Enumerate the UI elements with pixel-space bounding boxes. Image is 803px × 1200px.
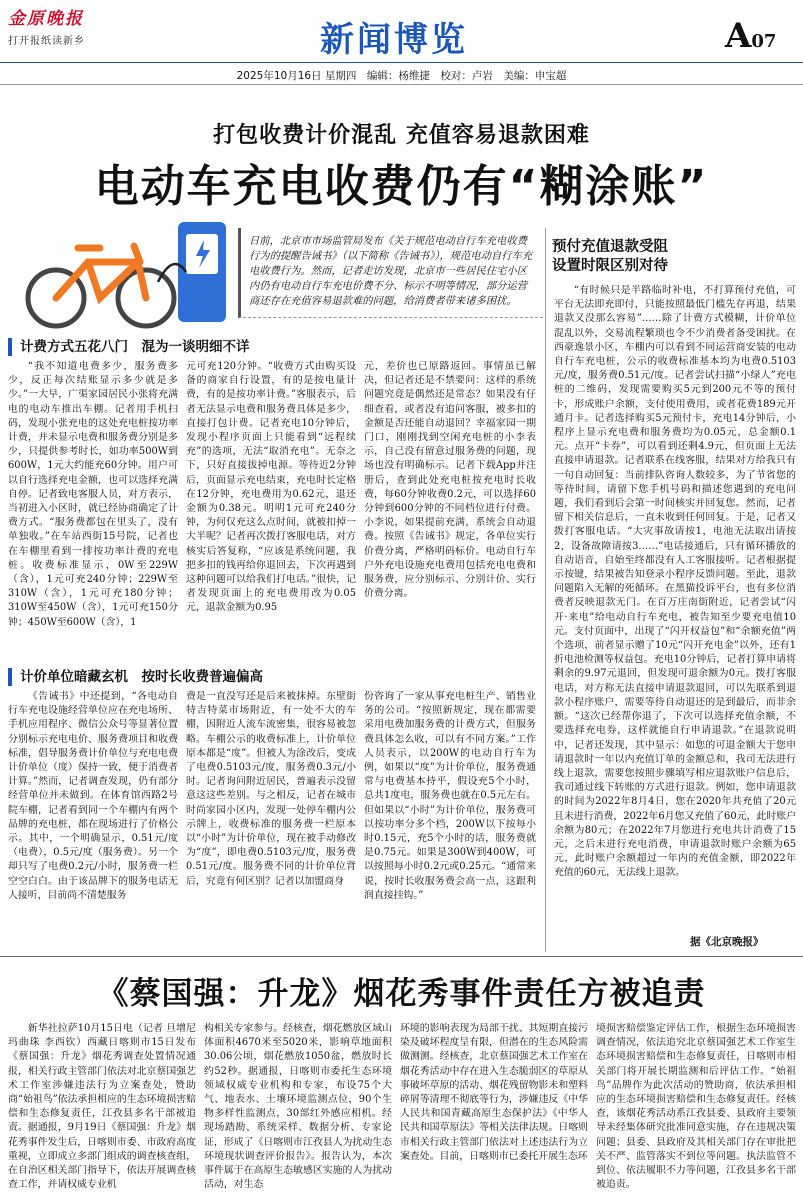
story2-column-2 xyxy=(204,1022,392,1197)
newspaper-logo: 金原晚报 xyxy=(8,9,84,29)
ebike-charger-illustration xyxy=(8,212,236,332)
paragraph: 新华社拉萨10月15日电（记者 旦增尼玛曲珠 李西钦）西藏日喀则市15日发布《蔡国强：升龙》烟花秀调查处置情况通报，相关行政主管部门依法对北京蔡国强艺术工作室涉嫌违法行为立案查处，赞助商“始祖鸟”依法承担相应的生态环境损害赔偿和生态修复责任，江孜县多名干部被追责。据通报，9月19日《蔡国强：升龙》烟花秀事件发生后，日喀则市委、市政府高度重视，立即成立多部门组成的调查核查组，在自治区相关部门指导下，依法开展调查核查工作，并请权威专业机 xyxy=(8,1023,196,1191)
story-headline: 电动车充电收费仍有“糊涂账” xyxy=(94,161,709,212)
page-digits: 07 xyxy=(751,31,777,52)
story-separator xyxy=(0,956,803,957)
header-rule xyxy=(0,62,803,63)
paragraph: 费是一直没写还是后来被抹掉。东壁街特吉特菜市场附近，有一处不大的车棚，因附近人流车流密集，很容易被忽略。车棚公示的收费标准上，计价单位原本都是“度”。但被人为涂改后，变成了电费0.5103元/度，服务费0.3元/小时。记者询问附近居民，普遍表示没留意这这些差别。与之相反，记者在城市时尚家园小区内，发现一处停车棚内公示牌上，收费标准的服务费一栏原本以“小时”为计价单位，现在被手动修改为“度”，即电费0.5103元/度，服务费0.51元/度。服务费不同的计价单位背后，究竟有何区别？记者以加盟商身 xyxy=(186,691,356,887)
paragraph: “我不知道电费多少，服务费多少，反正每次结账显示多少就是多少。”一大早，广渠家园居民小张将充满电的电动车推出车棚。记者用手机扫码，发现小张充电的这处充电桩按功率计费，并未显示电费和服务费分别是多少，只提供参考时长，如功率500W到600W，1元大约能充60分钟。用户可以自行选择充电金额，也可以选择充满自停。记者致电客服人员，对方表示，当初进入小区时，就已经协商确定了计费方式。“服务费都包在里头了，没有单独收。”在车站西街15号院，记者也在车棚里看到一排按功率计费的充电桩。收费标准显示，0W至229W（含），1元可充240分钟；229W至310W（含），1元可充180分钟；310W至450W（含），1元可充150分钟；450W至600W（含），1 xyxy=(8,361,178,628)
paragraph: 份咨询了一家从事充电桩生产、销售业务的公司。“按照新规定，现在都需要采用电费加服务费的计费方式，但服务费具体怎么收，可以有不同方案。”工作人员表示，以200W的电动自行车为例，如果以“度”为计价单位，服务费通常与电费基本持平，假设充5个小时，总共1度电，服务费也就在0.5元左右。但如果以“小时”为计价单位，服务费可以按功率分多个档，200W以下按每小时0.15元，充5个小时的话，服务费就是0.75元。如果是300W到400W，可以按照每小时0.2元或0.25元。“通常来说，按时长收服务费会高一点，这跟利润直接挂钩。” xyxy=(364,691,536,901)
subhead-billing-methods: 计费方式五花八门 混为一谈明细不详 xyxy=(8,338,538,356)
subhead-line: 预付充值退款受阻 xyxy=(552,239,668,255)
paragraph: 元，差价也已原路返回。事情虽已解决，但记者还是不禁要问：这样的系统问题究竟是偶然还是常态？如果没有仔细查看，或者没有追问客服，被多扣的金额是否还能自动退回？幸福家园一期门口，刚刚找到空闲充电桩的小李表示，自己没有留意过服务费的问题，现场也没有明确标示。记者下载App并注册后，查到此处充电桩按充电时长收费，每60分钟收费0.2元，可以选择60分钟到600分钟的不同档位进行付费。小李说，如果提前充满，系统会自动退费。按照《告诫书》规定，各单位实行价费分离，严格明码标价。电动自行车户外充电设施充电费用包括充电电费和服务费，应分别标示、分别计价、实行价费分离。 xyxy=(364,361,536,600)
story2-column-1 xyxy=(8,1022,196,1197)
story-column-3a xyxy=(364,360,536,660)
paragraph: “有时候只是半路临时补电，不打算预付充值，可平台无法即充即付，只能按照最低门槛先存再退，结果退款又没那么容易”……除了计费方式模糊，计价单位混乱以外，交易流程繁琐也令不少消费者备受困扰。在西豪逸景小区，车棚内可以看到不同运营商安装的电动自行车充电桩，公示的收费标准基本均为电费0.5103元/度，服务费0.51元/度。记者尝试扫描“小绿人”充电桩的二维码，发现需要购买5元到200元不等的预付卡，形成账户余额，支付使用费用，或者花费189元开通月卡。记者选择购买5元预付卡，充电14分钟后，小程序上显示充电费和服务费均为0.05元，总金额0.1元。点开“卡券”，可以看到还剩4.9元，但页面上无法直接申请退款。记者联系在线客服，结果对方给我只有一句自动回复：当前排队咨询人数较多，为了节省您的等待时间，请留下您手机号码和描述您遇到的充电问题，我们看到后会第一时间核实并回复您。然而，记者留下相关信息后，一直未收到任何回复。于是，记者又拨打客服电话。“大灾事故请按1，电池无法取出请按2，设备故障请按3……”电话接通后，只有循环播放的自动语音，自始至终都没有人工客服接听。记者根据提示按键，结果被告知登录小程序反馈问题。至此，退款问题陷入无解的死循环。在黑猫投诉平台，也有多位消费者反映退款无门。在百万庄南街附近，记者尝试“闪开·来电”给电动自行车充电，被告知至少要充电值10元。支付页面中，出现了“闪开权益包”和“余额充值”两个选项，前者显示赠了10元“闪开充电金”以外，还有1折电池检测等权益包。充电10分钟后，记者打算申请将剩余的9.97元退回，但发现可退余额为0元。拨打客服电话，对方称无法直接申请退款退回，可以先联系到退款小程序账户，需要等待自动退还的是到最后，而非余额。“这次已经帮你退了，下次可以选择充值余额，不要选择充电券，这样就能自行申请退款。”在退款说明中，记者还发现，其中显示：如您的可退金额大于您申请退款时一年以内充值订单的金额总和，我司无法进行线上退款，需要您按照步骤填写相应退款账户信息后，我司通过线下转账的方式进行退款。例如，您申请退款的时间为2022年8月4日，您在2020年共充值了20元且未进行消费，2022年6月您又充值了60元，此时账户余额为80元；在2022年7月您进行充电共计消费了15元，之后未进行充电消费，申请退款时账户余额为65元，此时账户余额超过一年内的充值金额，即2022年充值的60元，无法线上退款。 xyxy=(554,285,796,879)
story-column-2a xyxy=(186,360,356,660)
story-column-1b xyxy=(8,690,178,952)
story-column-4 xyxy=(554,284,796,932)
paragraph: 构相关专家参与。经核查，烟花燃放区域山体面积4670米至5020米，影响草地面积30.06公顷，烟花燃放1050盆，燃放时长约52秒。据通报，日喀则市委托生态环境领域权威专业机构和专家，布设75个大气、地表水、土壤环境监测点位，90个生物多样性监测点，30部红外感应相机。经现场踏勘、系统采样、数据分析、专家论证，形成了《日喀则市江孜县人为扰动生态环境现状调查评价报告》。报告认为，本次事件属于在高原生态敏感区实施的人为扰动活动，对生态 xyxy=(204,1023,392,1191)
story-lead: 日前，北京市市场监管局发布《关于规范电动自行车充电收费行为的提醒告诫书》（以下简称《告诫书》），规范电动自行车充电收费行为。然而，记者走访发现，北京市一些居民住宅小区内仍有电动自行车充电价费不分、标示不明等情况，部分运营商还存在充值容易退款难的问题，给消费者带来诸多困扰。 xyxy=(238,228,543,318)
story-kicker: 打包收费计价混乱 充值容易退款困难 xyxy=(213,123,590,148)
paragraph: 《告诫书》中还提到，“各电动自行车充电设施经营单位应在充电场所、手机应用程序、微信公众号等显著位置分别标示充电电价、服务费项目和收费标准，倡导服务费计价单位与充电电费计价单位（度）保持一致，便于消费者计算。”然而，记者调查发现，仍有部分经营单位并未做到。在体育馆西路2号院车棚，记者看到同一个车棚内有两个品牌的充电桩，都在现场进行了价格公示。其中，一个明确显示，0.51元/度（电费），0.5元/度（服务费）。另一个却只写了电费0.2元/小时，服务费一栏空空白白。由于该品牌下的服务电话无人接听，目前尚不清楚服务 xyxy=(8,691,178,901)
page-number xyxy=(725,16,776,56)
story-source: 据《北京晚报》 xyxy=(690,936,764,948)
paragraph: 境损害赔偿鉴定评估工作，根据生态环境损害调查情况，依法追究北京蔡国强艺术工作室生态环境损害赔偿和生态修复责任，日喀则市相关部门将开展长期监测和后评估工作。“始祖鸟”品牌作为此次活动的赞助商，依法承担相应的生态环境损害赔偿和生态修复责任。经核查，该烟花秀活动系江孜县委、县政府主要领导未经集体研究批准同意实施，存在违规决策问题；县委、县政府及其相关部门存在审批把关不严、监管落实不到位等问题。执法监管不到位、依法履职不力等问题，江孜县多名干部被追责。 xyxy=(596,1023,796,1191)
story-column-2b xyxy=(186,690,356,952)
story2-column-4 xyxy=(596,1022,796,1197)
paragraph: 元可充120分钟。“收费方式由购买设备的商家自行设置，有的是按电量计费，有的是按功率计费。”客服表示，后者无法显示电费和服务费具体是多少，直接打包计费。记者充电10分钟后，发现小程序页面上只能看到“远程续充”的选项，无法“取消充电”。无奈之下，只好直接拔掉电源。等待近2分钟后，页面显示充电结束，充电时长定格在12分钟，充电费用为0.62元，退还金额为0.38元。明明1元可充240分钟，为何仅充这么点时间，就被扣掉一大半呢？记者再次拨打客服电话，对方核实后答复称，“应该是系统问题，我把多扣的钱再给你退回去，下次再遇到这种问题可以给我们打电话。”很快，记者发现页面上的充电费用改为0.05元，退款金额为0.95 xyxy=(186,361,356,614)
subhead-line: 设置时限区别对待 xyxy=(552,258,668,274)
section-title: 新闻博览 xyxy=(320,20,468,60)
story2-column-3 xyxy=(400,1022,588,1197)
page-letter: A xyxy=(725,16,752,56)
story-column-1a xyxy=(8,360,178,660)
story2-headline: 《蔡国强：升龙》烟花秀事件责任方被追责 xyxy=(97,976,706,1012)
subhead-prepaid-refunds xyxy=(552,238,668,276)
paragraph: 环境的影响表现为局部干扰、其短期直接污染及破坏程度呈有限，但潜在的生态风险需做测测。经核查，北京蔡国强艺术工作室在烟花秀活动中存在进入生态脆弱区的草原从事破坏草原的活动、烟花残留物影未和塑料碎屑等清理不彻底等行为，涉嫌违反《中华人民共和国青藏高原生态保护法》《中华人民共和国草原法》等相关法律法规。日喀则市相关行政主管部门依法对上述违法行为立案查处。目前，日喀则市已委托开展生态环 xyxy=(400,1023,588,1162)
newspaper-slogan: 打开报纸读新乡 xyxy=(8,36,85,47)
subhead-pricing-units: 计价单位暗藏玄机 按时长收费普遍偏高 xyxy=(8,668,538,686)
column-divider xyxy=(545,228,546,952)
story-column-3b xyxy=(364,690,536,952)
dateline-rule xyxy=(0,84,803,85)
dateline: 2025年10月16日 星期四 编辑：杨维捷 校对：卢岩 美编：申宝超 xyxy=(236,70,567,82)
